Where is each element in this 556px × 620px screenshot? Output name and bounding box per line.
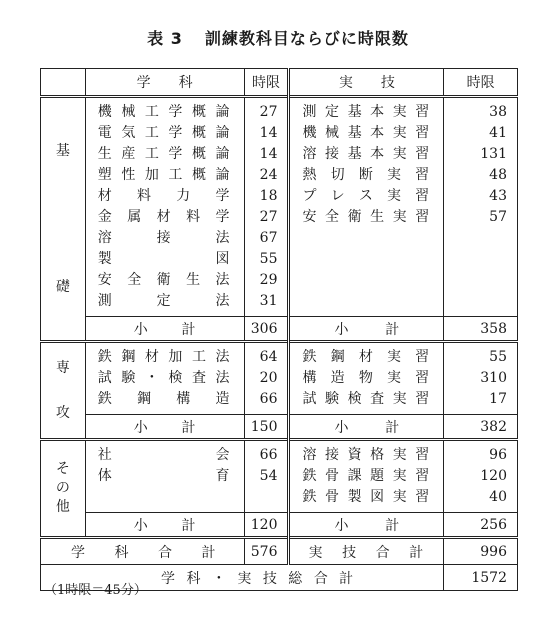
- practice-name-char: 骨: [325, 468, 340, 484]
- subject-name-char: 鋼: [137, 391, 152, 407]
- subject-name-char: 工: [144, 104, 159, 120]
- category-label: 攻: [55, 404, 70, 421]
- practice-subtotal: 256: [480, 516, 507, 533]
- header-hours-practice: 時限: [466, 75, 495, 91]
- subject-list: [85, 97, 244, 317]
- subject-name-char: 論: [215, 125, 230, 141]
- subject-name: [86, 291, 244, 312]
- subject-name-char: 機: [97, 104, 112, 120]
- practice-name-char: 実: [392, 447, 407, 463]
- subject-hours: 55: [259, 251, 278, 267]
- subject-hours: 14: [259, 125, 278, 141]
- subject-name-char: 学: [168, 125, 183, 141]
- subject-name-char: 全: [127, 272, 142, 288]
- practice-total-label: [289, 538, 444, 565]
- subject-name-char: 製: [97, 251, 112, 267]
- practice-name-char: 実: [392, 104, 407, 120]
- practice-name-char: 習: [415, 489, 430, 505]
- subtotal-row: [41, 317, 518, 342]
- subject-name-char: 性: [121, 167, 136, 183]
- category-label: 他: [55, 499, 70, 515]
- subject-name-char: 育: [215, 468, 230, 484]
- practice-hours: 120: [480, 468, 507, 484]
- subject-name-char: 属: [127, 209, 142, 225]
- subject-hours-list: [244, 440, 289, 513]
- subject-name-char: 構: [176, 391, 191, 407]
- practice-name-char: 基: [347, 104, 362, 120]
- subject-name-char: 法: [215, 349, 230, 365]
- subject-name-char: 法: [215, 272, 230, 288]
- category-label: 礎: [55, 278, 70, 295]
- practice-name: [290, 389, 443, 410]
- practice-list: [289, 440, 444, 513]
- subject-name-char: 図: [215, 251, 230, 267]
- practice-name: [290, 445, 443, 466]
- grand-total-label-char: 計: [339, 570, 354, 587]
- practice-subtotal-label-char: 小: [334, 321, 349, 338]
- practice-subtotal-label-char: 計: [385, 419, 400, 436]
- practice-name: [290, 368, 443, 389]
- subject-hours: 31: [259, 293, 278, 309]
- subject-name-char: 測: [97, 293, 112, 309]
- practice-hours: 43: [489, 188, 507, 204]
- practice-name-char: 実: [387, 349, 401, 365]
- practice-hours: 17: [489, 391, 507, 407]
- practice-total: 996: [480, 543, 507, 560]
- subject-name-char: 概: [191, 104, 206, 120]
- subtotal-label-char: 小: [133, 419, 148, 436]
- footnote: （1時限＝45分）: [44, 583, 147, 598]
- empty-line: [444, 291, 517, 312]
- subject-name-char: 定: [156, 293, 171, 309]
- subject-name-char: 塑: [97, 167, 112, 183]
- practice-name-char: レ: [330, 188, 345, 204]
- practice-name-char: 習: [415, 370, 430, 386]
- subject-name-char: 工: [144, 125, 159, 141]
- subject-name-char: 概: [191, 125, 206, 141]
- practice-name-char: 習: [415, 447, 430, 463]
- practice-subtotal-label: [289, 513, 444, 538]
- practice-name-char: 製: [347, 489, 362, 505]
- header-subject: 学 科: [85, 69, 244, 97]
- practice-name-char: 安: [302, 209, 317, 225]
- subject-name-char: 鉄: [97, 391, 112, 407]
- practice-name-char: 習: [415, 349, 430, 365]
- practice-hours: 48: [489, 167, 507, 183]
- subject-name-char: 論: [215, 104, 230, 120]
- subject-name-char: 電: [97, 125, 112, 141]
- practice-name-char: 鉄: [302, 468, 317, 484]
- practice-hours-list: [444, 97, 518, 317]
- subject-name-char: 生: [186, 272, 201, 288]
- subject-name-char: 概: [191, 167, 206, 183]
- practice-name-char: 測: [302, 104, 317, 120]
- subject-name: [86, 249, 244, 270]
- practice-name: [290, 347, 443, 368]
- grand-total-label-char: 技: [262, 570, 277, 587]
- subject-subtotal: 120: [244, 513, 289, 538]
- subject-name-char: 学: [215, 188, 230, 204]
- subject-name: [86, 228, 244, 249]
- subject-name-char: 査: [191, 370, 206, 386]
- practice-name: [290, 102, 443, 123]
- subject-name-char: 会: [215, 447, 230, 463]
- practice-subtotal-label-char: 計: [385, 517, 400, 534]
- subject-name-char: 安: [97, 272, 112, 288]
- grand-total: 1572: [471, 569, 507, 586]
- grand-total-label-char: 学: [161, 570, 175, 587]
- practice-name-char: 実: [392, 146, 407, 162]
- subtotal-row: [41, 415, 518, 440]
- empty-line: [290, 228, 443, 249]
- practice-name-char: 鋼: [330, 349, 345, 365]
- practice-name: [290, 165, 443, 186]
- practice-name-char: 械: [325, 125, 340, 141]
- empty-line: [444, 228, 517, 249]
- subject-total-label-char: 学: [71, 544, 85, 561]
- practice-hours: 310: [480, 370, 507, 386]
- subject-name-char: 体: [97, 468, 112, 484]
- empty-line: [86, 487, 244, 508]
- subject-name-char: 加: [168, 349, 183, 365]
- practice-total-label-char: 計: [409, 544, 424, 561]
- practice-hours: 55: [489, 349, 507, 365]
- practice-name-char: 資: [347, 447, 362, 463]
- subject-name-char: ・: [144, 370, 159, 386]
- practice-hours: 57: [489, 209, 507, 225]
- subject-hours: 18: [259, 188, 278, 204]
- subject-name-char: 造: [215, 391, 230, 407]
- practice-name-char: 実: [387, 370, 401, 386]
- practice-name-char: 題: [370, 468, 385, 484]
- practice-name-char: 接: [325, 146, 340, 162]
- category-cell: [41, 97, 86, 342]
- subject-name-char: 溶: [97, 230, 112, 246]
- practice-name-char: 熱: [302, 167, 317, 183]
- empty-line: [290, 270, 443, 291]
- practice-name-char: 骨: [325, 489, 340, 505]
- totals-row: [41, 538, 518, 565]
- subject-name-char: 工: [168, 167, 183, 183]
- subject-name-char: 験: [121, 370, 136, 386]
- subject-name: [86, 270, 244, 291]
- practice-name-char: 実: [392, 468, 407, 484]
- subject-subtotal: 150: [244, 415, 289, 440]
- subject-name: [86, 186, 244, 207]
- subject-name-char: 料: [137, 188, 152, 204]
- practice-subtotal: 358: [480, 320, 507, 337]
- subject-name-char: 材: [156, 209, 171, 225]
- subject-name: [86, 165, 244, 186]
- table-caption: 訓練教科目ならびに時限数: [204, 29, 409, 48]
- practice-name-char: 実: [387, 167, 401, 183]
- practice-name-char: プ: [302, 188, 317, 204]
- grand-total-label-char: 合: [313, 570, 328, 587]
- subtotal-label: [85, 513, 244, 538]
- subject-list: [85, 342, 244, 415]
- subject-name-char: 社: [97, 447, 112, 463]
- practice-hours-list: [444, 440, 518, 513]
- subject-name-char: 料: [186, 209, 201, 225]
- subject-name: [86, 207, 244, 228]
- practice-name-char: 定: [325, 104, 340, 120]
- practice-name-char: ス: [358, 188, 373, 204]
- practice-name-char: 習: [415, 209, 430, 225]
- practice-name-char: 習: [415, 391, 430, 407]
- grand-total-label-char: ・: [211, 570, 226, 587]
- subject-name-char: 産: [121, 146, 136, 162]
- category-label: そ: [55, 461, 70, 477]
- practice-hours: 131: [480, 146, 507, 162]
- header-practice: 実 技: [289, 69, 444, 97]
- practice-name: [290, 466, 443, 487]
- subject-hours-list: [244, 97, 289, 317]
- practice-name-char: 験: [325, 391, 340, 407]
- practice-name-char: 本: [370, 125, 385, 141]
- practice-total-label-char: 実: [308, 544, 323, 561]
- subject-name-char: 材: [144, 349, 159, 365]
- subject-name-char: 学: [168, 146, 183, 162]
- practice-list: [289, 97, 444, 317]
- subject-name: [86, 389, 244, 410]
- practice-name-char: 本: [370, 146, 385, 162]
- header-row: [41, 69, 518, 97]
- practice-name: [290, 186, 443, 207]
- practice-name: [290, 487, 443, 508]
- practice-name-char: 鉄: [302, 349, 317, 365]
- practice-hours-list: [444, 342, 518, 415]
- subject-name-char: 工: [144, 146, 159, 162]
- practice-name-char: 習: [415, 167, 430, 183]
- subject-name-char: 論: [215, 167, 230, 183]
- practice-subtotal-label-char: 計: [385, 321, 400, 338]
- grand-total-label-char: 実: [237, 570, 252, 587]
- practice-name-char: 基: [347, 125, 362, 141]
- practice-name: [290, 144, 443, 165]
- subject-name-char: 学: [168, 104, 183, 120]
- curriculum-table: [40, 68, 518, 591]
- table-title: [0, 26, 556, 49]
- subject-name-char: 法: [215, 293, 230, 309]
- subject-name: [86, 445, 244, 466]
- subject-name-char: 衛: [156, 272, 171, 288]
- subject-total-label-char: 合: [158, 544, 172, 561]
- practice-name-char: 格: [370, 447, 385, 463]
- practice-name-char: 実: [392, 209, 407, 225]
- subject-name-char: 械: [121, 104, 136, 120]
- practice-name-char: 全: [325, 209, 340, 225]
- subtotal-row: [41, 513, 518, 538]
- practice-name-char: 検: [347, 391, 362, 407]
- subject-name: [86, 347, 244, 368]
- empty-line: [290, 291, 443, 312]
- subject-name-char: 接: [156, 230, 171, 246]
- subject-hours: 14: [259, 146, 278, 162]
- subtotal-label-char: 小: [133, 321, 148, 338]
- subject-name: [86, 368, 244, 389]
- practice-name-char: 習: [415, 104, 430, 120]
- practice-hours: 96: [489, 447, 507, 463]
- practice-name-char: 生: [370, 209, 385, 225]
- subject-name-char: 力: [176, 188, 191, 204]
- practice-name-char: 機: [302, 125, 317, 141]
- group-row: [41, 342, 518, 415]
- practice-name-char: 物: [358, 370, 373, 386]
- subtotal-label-char: 計: [181, 419, 196, 436]
- subject-name-char: 金: [97, 209, 112, 225]
- practice-subtotal-label-char: 小: [334, 517, 349, 534]
- subject-name-char: 鋼: [121, 349, 136, 365]
- subject-name: [86, 102, 244, 123]
- subtotal-label: [85, 317, 244, 342]
- subject-name: [86, 466, 244, 487]
- practice-name-char: 図: [370, 489, 385, 505]
- practice-name-char: 実: [392, 125, 407, 141]
- table-number: 表 3: [147, 29, 183, 48]
- practice-name-char: 造: [330, 370, 345, 386]
- subject-name-char: 生: [97, 146, 112, 162]
- empty-line: [444, 270, 517, 291]
- category-cell: [41, 440, 86, 538]
- practice-subtotal-label-char: 小: [334, 419, 349, 436]
- practice-name-char: 査: [370, 391, 385, 407]
- subject-subtotal: 306: [244, 317, 289, 342]
- subtotal-label: [85, 415, 244, 440]
- subject-hours: 20: [259, 370, 278, 386]
- subject-hours: 64: [259, 349, 278, 365]
- subtotal-label-char: 計: [181, 517, 196, 534]
- practice-subtotal-label: [289, 415, 444, 440]
- practice-name-char: 切: [330, 167, 345, 183]
- practice-name-char: 材: [358, 349, 373, 365]
- practice-name-char: 実: [392, 489, 407, 505]
- practice-name-char: 衛: [347, 209, 362, 225]
- empty-line: [245, 487, 288, 508]
- subject-name-char: 工: [191, 349, 206, 365]
- subject-name-char: 試: [97, 370, 112, 386]
- subject-hours: 54: [259, 468, 278, 484]
- grand-total-label-char: 科: [186, 570, 201, 587]
- practice-subtotal: 382: [480, 418, 507, 435]
- practice-subtotal-label: [289, 317, 444, 342]
- practice-name-char: 溶: [302, 146, 317, 162]
- practice-name-char: 習: [415, 146, 430, 162]
- group-row: [41, 440, 518, 513]
- subject-name-char: 鉄: [97, 349, 112, 365]
- practice-hours: 40: [489, 489, 507, 505]
- practice-hours: 41: [489, 125, 507, 141]
- subject-name-char: 概: [191, 146, 206, 162]
- subject-name-char: 検: [168, 370, 183, 386]
- practice-name-char: 習: [415, 188, 430, 204]
- subject-total: 576: [244, 538, 289, 565]
- practice-total-label-char: 技: [342, 544, 357, 561]
- practice-name-char: 構: [302, 370, 317, 386]
- subject-total-label-char: 計: [201, 544, 216, 561]
- subject-hours: 24: [259, 167, 278, 183]
- practice-name: [290, 207, 443, 228]
- grand-total-label-char: 総: [288, 570, 303, 587]
- subject-name-char: 学: [215, 209, 230, 225]
- header-blank: [41, 69, 86, 97]
- category-label: 専: [55, 359, 70, 376]
- subtotal-label-char: 小: [133, 517, 148, 534]
- practice-name: [290, 123, 443, 144]
- practice-name-char: 試: [302, 391, 317, 407]
- subject-hours: 27: [259, 104, 278, 120]
- subject-total-label-char: 科: [114, 544, 129, 561]
- subject-hours: 29: [259, 272, 278, 288]
- subject-hours: 67: [259, 230, 278, 246]
- practice-name-char: 断: [358, 167, 373, 183]
- subject-name-char: 法: [215, 370, 230, 386]
- practice-name-char: 実: [392, 391, 407, 407]
- practice-total-label-char: 合: [375, 544, 390, 561]
- header-hours: 時限: [244, 69, 289, 97]
- subject-hours-list: [244, 342, 289, 415]
- category-label: 基: [55, 142, 70, 159]
- category-cell: [41, 342, 86, 440]
- subject-hours: 27: [259, 209, 278, 225]
- practice-name-char: 習: [415, 125, 430, 141]
- practice-name-char: 実: [387, 188, 401, 204]
- category-label: の: [55, 480, 70, 496]
- group-row: [41, 97, 518, 317]
- empty-line: [444, 249, 517, 270]
- subject-name-char: 法: [215, 230, 230, 246]
- practice-name-char: 接: [325, 447, 340, 463]
- practice-name-char: 本: [370, 104, 385, 120]
- subject-list: [85, 440, 244, 513]
- subject-total-label: [41, 538, 245, 565]
- subject-hours: 66: [259, 447, 278, 463]
- practice-name-char: 基: [347, 146, 362, 162]
- practice-name-char: 課: [347, 468, 362, 484]
- subject-name-char: 論: [215, 146, 230, 162]
- practice-list: [289, 342, 444, 415]
- empty-line: [290, 249, 443, 270]
- subject-name-char: 気: [121, 125, 136, 141]
- subtotal-label-char: 計: [181, 321, 196, 338]
- practice-name-char: 鉄: [302, 489, 317, 505]
- subject-name-char: 材: [97, 188, 112, 204]
- subject-name: [86, 144, 244, 165]
- subject-name-char: 加: [144, 167, 159, 183]
- subject-hours: 66: [259, 391, 278, 407]
- subject-name: [86, 123, 244, 144]
- practice-name-char: 習: [415, 468, 430, 484]
- practice-hours: 38: [489, 104, 507, 120]
- practice-name-char: 溶: [302, 447, 317, 463]
